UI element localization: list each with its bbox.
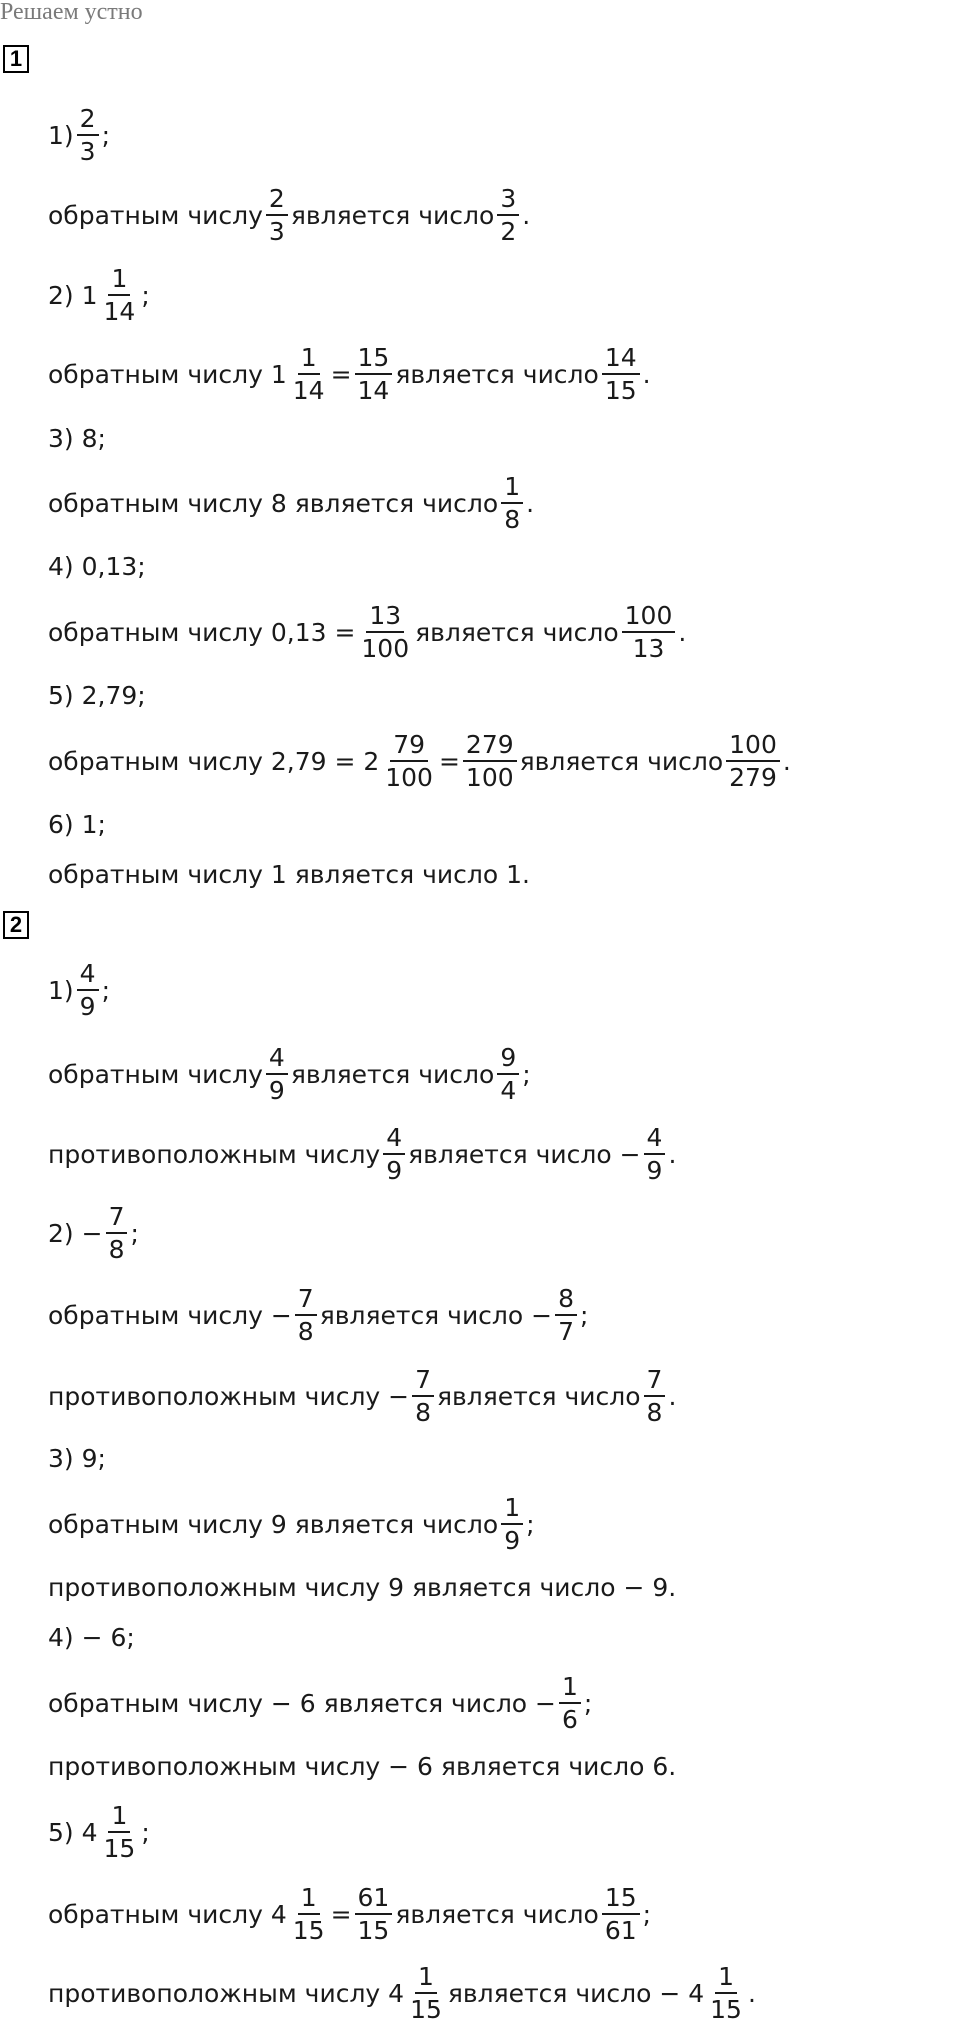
fraction (77, 961, 99, 1019)
fraction (101, 1803, 139, 1861)
fraction (412, 1367, 434, 1425)
answer-text: противоположным числу (48, 1139, 381, 1169)
numerator: 79 (390, 732, 428, 762)
numerator: 9 (497, 1045, 519, 1075)
answer-text: обратным числу 8 является число (48, 488, 499, 518)
item-text: 6) 1; (48, 809, 106, 839)
denominator: 9 (504, 1526, 521, 1555)
answer-text: является число (395, 359, 599, 389)
answer-text: обратным числу 0,13 = (48, 617, 356, 647)
punctuation: . (668, 1381, 677, 1411)
fraction (463, 732, 517, 790)
numerator: 7 (644, 1367, 666, 1397)
denominator: 100 (385, 763, 433, 792)
answer-text: обратным числу (48, 200, 263, 230)
denominator: 15 (292, 1916, 325, 1945)
task2-answer-4a (48, 1672, 593, 1734)
task2-item-4 (48, 1609, 135, 1665)
task1-item-5 (48, 667, 146, 723)
fraction (602, 345, 640, 403)
task1-answer-5 (48, 730, 791, 792)
numerator: 4 (77, 961, 99, 991)
fraction (266, 186, 288, 244)
fraction (501, 474, 523, 532)
denominator: 2 (500, 217, 517, 246)
denominator: 15 (103, 1834, 136, 1863)
punctuation: ; (101, 120, 111, 150)
task1-answer-6 (48, 846, 530, 902)
task2-item-2 (48, 1202, 139, 1264)
task2-answer-1b (48, 1123, 677, 1185)
answer-text: обратным числу 1 (48, 359, 287, 389)
numerator: 13 (366, 603, 404, 633)
task2-answer-5a (48, 1883, 652, 1945)
denominator: 15 (604, 376, 637, 405)
item-number: 1) (48, 120, 74, 150)
task1-answer-2 (48, 343, 651, 405)
punctuation: ; (101, 975, 111, 1005)
numerator: 1 (501, 474, 523, 504)
denominator: 3 (79, 137, 96, 166)
item-number: 2) 1 (48, 280, 98, 310)
punctuation: . (642, 359, 651, 389)
equals-sign: = (330, 1899, 352, 1929)
numerator: 1 (298, 345, 320, 375)
fraction (555, 1286, 577, 1344)
numerator: 2 (77, 106, 99, 136)
answer-text: противоположным числу − (48, 1381, 410, 1411)
denominator: 6 (561, 1705, 578, 1734)
answer-text: противоположным числу 4 (48, 1978, 405, 2008)
numerator: 4 (383, 1125, 405, 1155)
fraction (355, 345, 393, 403)
denominator: 100 (465, 763, 514, 792)
item-text: 3) 9; (48, 1443, 106, 1473)
task-number-badge: 2 (3, 911, 29, 939)
numerator: 4 (644, 1125, 666, 1155)
denominator: 15 (410, 1995, 442, 2024)
task2-answer-1a (48, 1043, 531, 1105)
numerator: 1 (298, 1885, 320, 1915)
denominator: 14 (103, 297, 136, 326)
item-text: 4) 0,13; (48, 551, 146, 581)
item-number: 2) − (48, 1218, 103, 1248)
numerator: 1 (108, 266, 130, 296)
answer-text: является число − 4 (447, 1978, 705, 2008)
fraction (290, 345, 328, 403)
task2-answer-2b (48, 1365, 677, 1427)
numerator: 1 (559, 1674, 581, 1704)
fraction (382, 732, 436, 790)
answer-text: является число (519, 746, 724, 776)
punctuation: ; (583, 1688, 593, 1718)
answer-text: обратным числу 1 является число 1. (48, 859, 530, 889)
task2-item-5 (48, 1801, 150, 1863)
denominator: 4 (500, 1076, 517, 1105)
task2-answer-3a (48, 1493, 535, 1555)
denominator: 8 (646, 1398, 663, 1427)
fraction (355, 1885, 393, 1943)
punctuation: . (526, 488, 535, 518)
answer-text: является число (415, 617, 619, 647)
item-number: 1) (48, 975, 74, 1005)
denominator: 8 (297, 1317, 314, 1346)
task1-item-1 (48, 104, 111, 166)
task2-answer-5b (48, 1962, 756, 2024)
denominator: 9 (646, 1156, 663, 1185)
task1-item-3 (48, 410, 106, 466)
numerator: 4 (266, 1045, 288, 1075)
denominator: 9 (386, 1156, 403, 1185)
denominator: 279 (729, 763, 777, 792)
numerator: 100 (622, 603, 676, 633)
denominator: 8 (415, 1398, 432, 1427)
punctuation: . (522, 200, 531, 230)
numerator: 3 (497, 186, 519, 216)
task1-answer-4 (48, 601, 687, 663)
task2-answer-4b (48, 1738, 676, 1794)
fraction (644, 1125, 666, 1183)
fraction (644, 1367, 666, 1425)
numerator: 1 (501, 1495, 523, 1525)
numerator: 8 (555, 1286, 577, 1316)
answer-text: противоположным числу 9 является число − 9. (48, 1572, 677, 1602)
punctuation: ; (522, 1059, 531, 1089)
answer-text: обратным числу − (48, 1300, 292, 1330)
punctuation: ; (141, 1817, 150, 1847)
fraction (497, 1045, 519, 1103)
task1-answer-3 (48, 472, 535, 534)
answer-text: является число (290, 1059, 495, 1089)
item-text: 3) 8; (48, 423, 106, 453)
punctuation: . (782, 746, 791, 776)
task1-item-4 (48, 538, 146, 594)
task-number-badge: 1 (3, 45, 29, 73)
denominator: 8 (108, 1235, 125, 1264)
punctuation: . (668, 1139, 677, 1169)
numerator: 15 (355, 345, 393, 375)
punctuation: ; (130, 1218, 139, 1248)
answer-text: обратным числу (48, 1059, 263, 1089)
fraction (101, 266, 139, 324)
punctuation: . (747, 1978, 756, 2008)
denominator: 13 (632, 634, 665, 663)
numerator: 2 (266, 186, 288, 216)
task2-item-1 (48, 959, 111, 1021)
fraction (497, 186, 519, 244)
numerator: 15 (602, 1885, 640, 1915)
denominator: 61 (604, 1916, 637, 1945)
fraction (501, 1495, 523, 1553)
fraction (77, 106, 99, 164)
fraction (407, 1964, 445, 2022)
numerator: 61 (355, 1885, 393, 1915)
numerator: 1 (715, 1964, 737, 1994)
numerator: 7 (412, 1367, 434, 1397)
fraction (295, 1286, 317, 1344)
numerator: 7 (106, 1204, 128, 1234)
numerator: 279 (463, 732, 517, 762)
fraction (266, 1045, 288, 1103)
fraction (290, 1885, 328, 1943)
fraction (559, 1674, 581, 1732)
denominator: 8 (504, 505, 521, 534)
numerator: 1 (108, 1803, 130, 1833)
denominator: 7 (558, 1317, 575, 1346)
denominator: 15 (357, 1916, 390, 1945)
denominator: 14 (292, 376, 325, 405)
numerator: 1 (415, 1964, 437, 1994)
numerator: 14 (602, 345, 640, 375)
answer-text: является число (395, 1899, 599, 1929)
equals-sign: = (330, 359, 352, 389)
answer-text: является число (290, 200, 495, 230)
task2-item-3 (48, 1430, 106, 1486)
denominator: 9 (79, 992, 96, 1021)
answer-text: обратным числу 9 является число (48, 1509, 499, 1539)
punctuation: ; (141, 280, 150, 310)
task1-answer-1 (48, 184, 531, 246)
task2-answer-3b (48, 1559, 676, 1615)
fraction (383, 1125, 405, 1183)
denominator: 100 (361, 634, 410, 663)
punctuation: ; (526, 1509, 535, 1539)
denominator: 9 (268, 1076, 285, 1105)
task1-item-6 (48, 796, 106, 852)
task2-answer-2a (48, 1284, 589, 1346)
answer-text: является число − (319, 1300, 553, 1330)
punctuation: ; (580, 1300, 589, 1330)
answer-text: обратным числу − 6 является число − (48, 1688, 556, 1718)
denominator: 14 (357, 376, 390, 405)
fraction (622, 603, 676, 661)
answer-text: обратным числу 2,79 = 2 (48, 746, 380, 776)
answer-text: является число − (408, 1139, 641, 1169)
section-header: Решаем устно (0, 0, 143, 25)
task1-item-2 (48, 264, 150, 326)
fraction (726, 732, 780, 790)
item-number: 5) 4 (48, 1817, 98, 1847)
punctuation: ; (642, 1899, 652, 1929)
answer-text: противоположным числу − 6 является число 6. (48, 1751, 677, 1781)
item-text: 5) 2,79; (48, 680, 146, 710)
numerator: 100 (726, 732, 780, 762)
fraction (106, 1204, 128, 1262)
answer-text: является число (437, 1381, 641, 1411)
denominator: 15 (710, 1995, 742, 2024)
item-text: 4) − 6; (48, 1622, 135, 1652)
numerator: 7 (295, 1286, 317, 1316)
fraction (602, 1885, 640, 1943)
punctuation: . (678, 617, 687, 647)
answer-text: обратным числу 4 (48, 1899, 287, 1929)
fraction (707, 1964, 745, 2022)
denominator: 3 (268, 217, 285, 246)
equals-sign: = (438, 746, 460, 776)
fraction (358, 603, 412, 661)
